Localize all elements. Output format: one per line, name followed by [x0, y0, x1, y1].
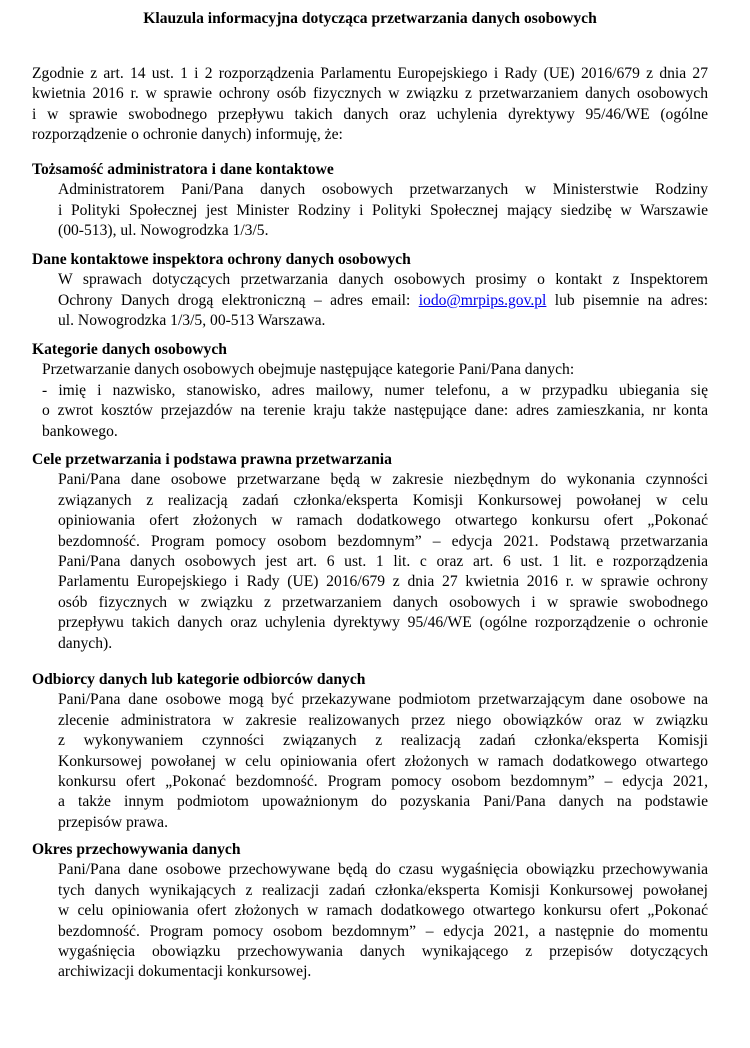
intro-paragraph [32, 64, 708, 146]
section-body [58, 180, 708, 241]
email-link[interactable]: iodo@mrpips.gov.pl [418, 291, 547, 309]
intro-line: kwietnia 2016 r. w sprawie ochrony osób fizycznych w związku z przetwarzaniem danych osobowych [32, 85, 708, 103]
text-line: Pani/Pana dane osobowe przetwarzane będą w zakresie niezbędnym do wykonania czynności [58, 471, 708, 489]
text-line: z wykonywaniem czynności związanych z realizacją zadań członka/eksperta Komisji [58, 732, 708, 750]
text-line: a także innym podmiotom upoważnionym do pozyskania Pani/Pana danych na podstawie [58, 793, 708, 811]
text-line: danych). [58, 634, 113, 652]
section-heading: Odbiorcy danych lub kategorie odbiorców danych [32, 671, 366, 688]
section-body [42, 360, 708, 442]
text-line: tych danych wynikających z realizacji zadań członka/eksperta Komisji Konkursowej powołanej [58, 881, 708, 899]
text-line: związanych z realizacją zadań członka/eksperta Komisji Konkursowej powołanej w celu [58, 491, 708, 509]
text-line [58, 291, 708, 311]
text-line: Administratorem Pani/Pana danych osobowych przetwarzanych w Ministerstwie Rodziny [58, 181, 708, 199]
text-line: Pani/Pana dane osobowe przechowywane będą do czasu wygaśnięcia obowiązku przechowywania [58, 861, 708, 879]
text-line: archiwizacji dokumentacji konkursowej. [58, 963, 312, 981]
section-body [58, 690, 708, 833]
text-line: (00-513), ul. Nowogrodzka 1/3/5. [58, 222, 269, 240]
text-line: Konkursowej powołanej w celu opiniowania ofert złożonych w ramach dodatkowego otwartego [58, 752, 708, 770]
text-line: konkursu ofert „Pokonać bezdomność. Program pomocy osobom bezdomnym” – edycja 2021, [58, 773, 708, 791]
section-body [58, 270, 708, 331]
section-heading: Cele przetwarzania i podstawa prawna przetwarzania [32, 451, 392, 468]
text-line: przepływu takich danych oraz uchylenia dyrektywy 95/46/WE (ogólne rozporządzenie o ochronie [58, 614, 708, 632]
text-line: przepisów prawa. [58, 813, 168, 831]
text-line: bankowego. [42, 422, 118, 440]
intro-line: Zgodnie z art. 14 ust. 1 i 2 rozporządzenia Parlamentu Europejskiego i Rady (UE) 2016/679 z dnia 27 [32, 65, 708, 82]
section-inspector [32, 250, 708, 332]
text-line: bezdomność. Program pomocy osobom bezdomnym” – edycja 2021. Podstawą przetwarzania [58, 532, 708, 550]
text-line: w celu opiniowania ofert złożonych w ramach dodatkowego otwartego konkursu ofert „Pokonać [58, 902, 708, 920]
text-line: o zwrot kosztów przejazdów na terenie kraju także następujące dane: adres zamieszkania, nr konta [42, 402, 708, 420]
text-line: zlecenie administratora w zakresie realizowanych przez niego obowiązków oraz w związku [58, 711, 708, 729]
text-line: i Polityki Społecznej jest Minister Rodziny i Polityki Społecznej mający siedzibę w Warszawie [58, 201, 708, 219]
section-heading: Tożsamość administratora i dane kontaktowe [32, 161, 334, 178]
intro-line: rozporządzenie o ochronie danych) informuję, że: [32, 126, 343, 144]
text-line: Przetwarzanie danych osobowych obejmuje następujące kategorie Pani/Pana danych: [42, 361, 575, 379]
text-line: Pani/Pana danych osobowych jest art. 6 ust. 1 lit. c oraz art. 6 ust. 1 lit. e rozporządzenia [58, 553, 708, 571]
document-title: Klauzula informacyjna dotycząca przetwarzania danych osobowych [143, 10, 597, 27]
section-categories [32, 340, 708, 442]
section-purposes [32, 450, 708, 654]
text-fragment: lub pisemnie na adres: [546, 291, 708, 309]
section-recipients [32, 670, 708, 833]
intro-line: i w sprawie swobodnego przepływu takich danych oraz uchylenia dyrektywy 95/46/WE (ogólne [32, 105, 708, 123]
text-fragment: Ochrony Danych drogą elektroniczną – adres email: [58, 291, 419, 309]
text-line: opiniowania ofert złożonych w ramach dodatkowego otwartego konkursu ofert „Pokonać [58, 512, 708, 530]
text-line: ul. Nowogrodzka 1/3/5, 00-513 Warszawa. [58, 312, 326, 330]
text-line: osób fizycznych w związku z przetwarzaniem danych osobowych i w sprawie swobodnego [58, 593, 708, 611]
text-line: W sprawach dotyczących przetwarzania danych osobowych prosimy o kontakt z Inspektorem [58, 271, 708, 289]
section-heading: Okres przechowywania danych [32, 841, 241, 858]
text-line: Pani/Pana dane osobowe mogą być przekazywane podmiotom przetwarzającym dane osobowe na [58, 691, 708, 709]
text-line: Parlamentu Europejskiego i Rady (UE) 2016/679 z dnia 27 kwietnia 2016 r. w sprawie ochrony [58, 573, 708, 591]
text-line: - imię i nazwisko, stanowisko, adres mailowy, numer telefonu, a w przypadku ubiegania się [42, 381, 708, 399]
section-body [58, 470, 708, 654]
section-body [58, 860, 708, 982]
text-line: wygaśnięcia obowiązku przechowywania danych wynikającego z przepisów dotyczących [58, 943, 708, 961]
text-line: bezdomność. Program pomocy osobom bezdomnym” – edycja 2021, a następnie do momentu [58, 922, 708, 940]
section-retention [32, 840, 708, 983]
section-heading: Kategorie danych osobowych [32, 341, 227, 358]
section-administrator [32, 160, 708, 242]
section-heading: Dane kontaktowe inspektora ochrony danych osobowych [32, 251, 411, 268]
